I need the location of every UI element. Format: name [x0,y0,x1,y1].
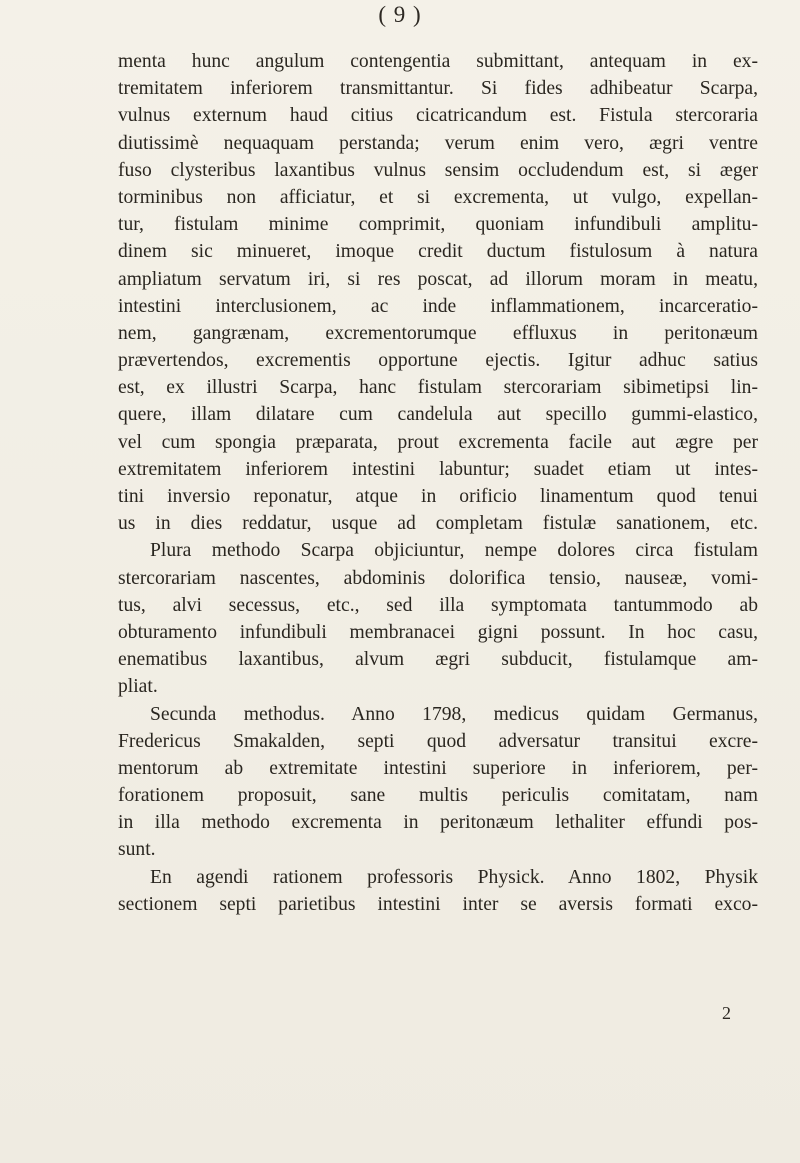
text-line: prævertendos, excrementis opportune ejectis. Igitur adhuc satius [118,350,758,372]
paragraph-first-line: Plura methodo Scarpa objiciuntur, nempe dolores circa fistulam [150,540,758,562]
signature-mark: 2 [722,1003,731,1023]
text-line: ampliatum servatum iri, si res poscat, ad illorum moram in meatu, [118,268,758,290]
text-line: us in dies reddatur, usque ad completam fistulæ sanationem, etc. [118,513,758,535]
paragraph-last-line: pliat. [118,676,158,698]
text-line: enematibus laxantibus, alvum ægri subducit, fistulamque am- [118,649,758,671]
text-line: stercorariam nascentes, abdominis dolorifica tensio, nauseæ, vomi- [118,567,758,589]
text-line: tur, fistulam minime comprimit, quoniam infundibuli amplitu- [118,214,758,236]
text-line: fuso clysteribus laxantibus vulnus sensim occludendum est, si æger [118,159,758,181]
text-line: vulnus externum haud citius cicatricandum est. Fistula stercoraria [118,105,758,127]
paragraph-first-line: En agendi rationem professoris Physick. Anno 1802, Physik [150,866,758,888]
text-line: est, ex illustri Scarpa, hanc fistulam stercorariam sibimetipsi lin- [118,377,758,399]
paragraph-last-line: sunt. [118,839,156,861]
page-number: ( 9 ) [378,2,422,27]
text-line: vel cum spongia præparata, prout excrementa facile aut ægre per [118,431,758,453]
text-line: forationem proposuit, sane multis periculis comitatam, nam [118,785,758,807]
text-line: dinem sic minueret, imoque credit ductum fistulosum à natura [118,241,758,263]
text-line: tus, alvi secessus, etc., sed illa symptomata tantummodo ab [118,594,758,616]
text-line: extremitatem inferiorem intestini labuntur; suadet etiam ut intes- [118,458,758,480]
text-line: quere, illam dilatare cum candelula aut specillo gummi-elastico, [118,404,758,426]
text-line: sectionem septi parietibus intestini inter se aversis formati exco- [118,893,758,915]
text-line: obturamento infundibuli membranacei gigni possunt. In hoc casu, [118,621,758,643]
text-line: Fredericus Smakalden, septi quod adversatur transitui excre- [118,730,758,752]
body-text [118,48,758,918]
text-line: tini inversio reponatur, atque in orificio linamentum quod tenui [118,486,758,507]
text-line: torminibus non afficiatur, et si excrementa, ut vulgo, expellan- [118,186,758,208]
text-line: mentorum ab extremitate intestini superiore in inferiorem, per- [118,757,758,779]
text-line: tremitatem inferiorem transmittantur. Si fides adhibeatur Scarpa, [118,78,758,100]
text-line: nem, gangrænam, excrementorumque effluxus in peritonæum [118,322,758,344]
text-line: diutissimè nequaquam perstanda; verum enim vero, ægri ventre [118,132,758,154]
text-line: in illa methodo excrementa in peritonæum lethaliter effundi pos- [118,812,758,834]
text-line: menta hunc angulum contengentia submittant, antequam in ex- [118,51,758,72]
text-line: intestini interclusionem, ac inde inflammationem, incarceratio- [118,295,758,317]
paragraph-first-line: Secunda methodus. Anno 1798, medicus quidam Germanus, [150,703,758,725]
